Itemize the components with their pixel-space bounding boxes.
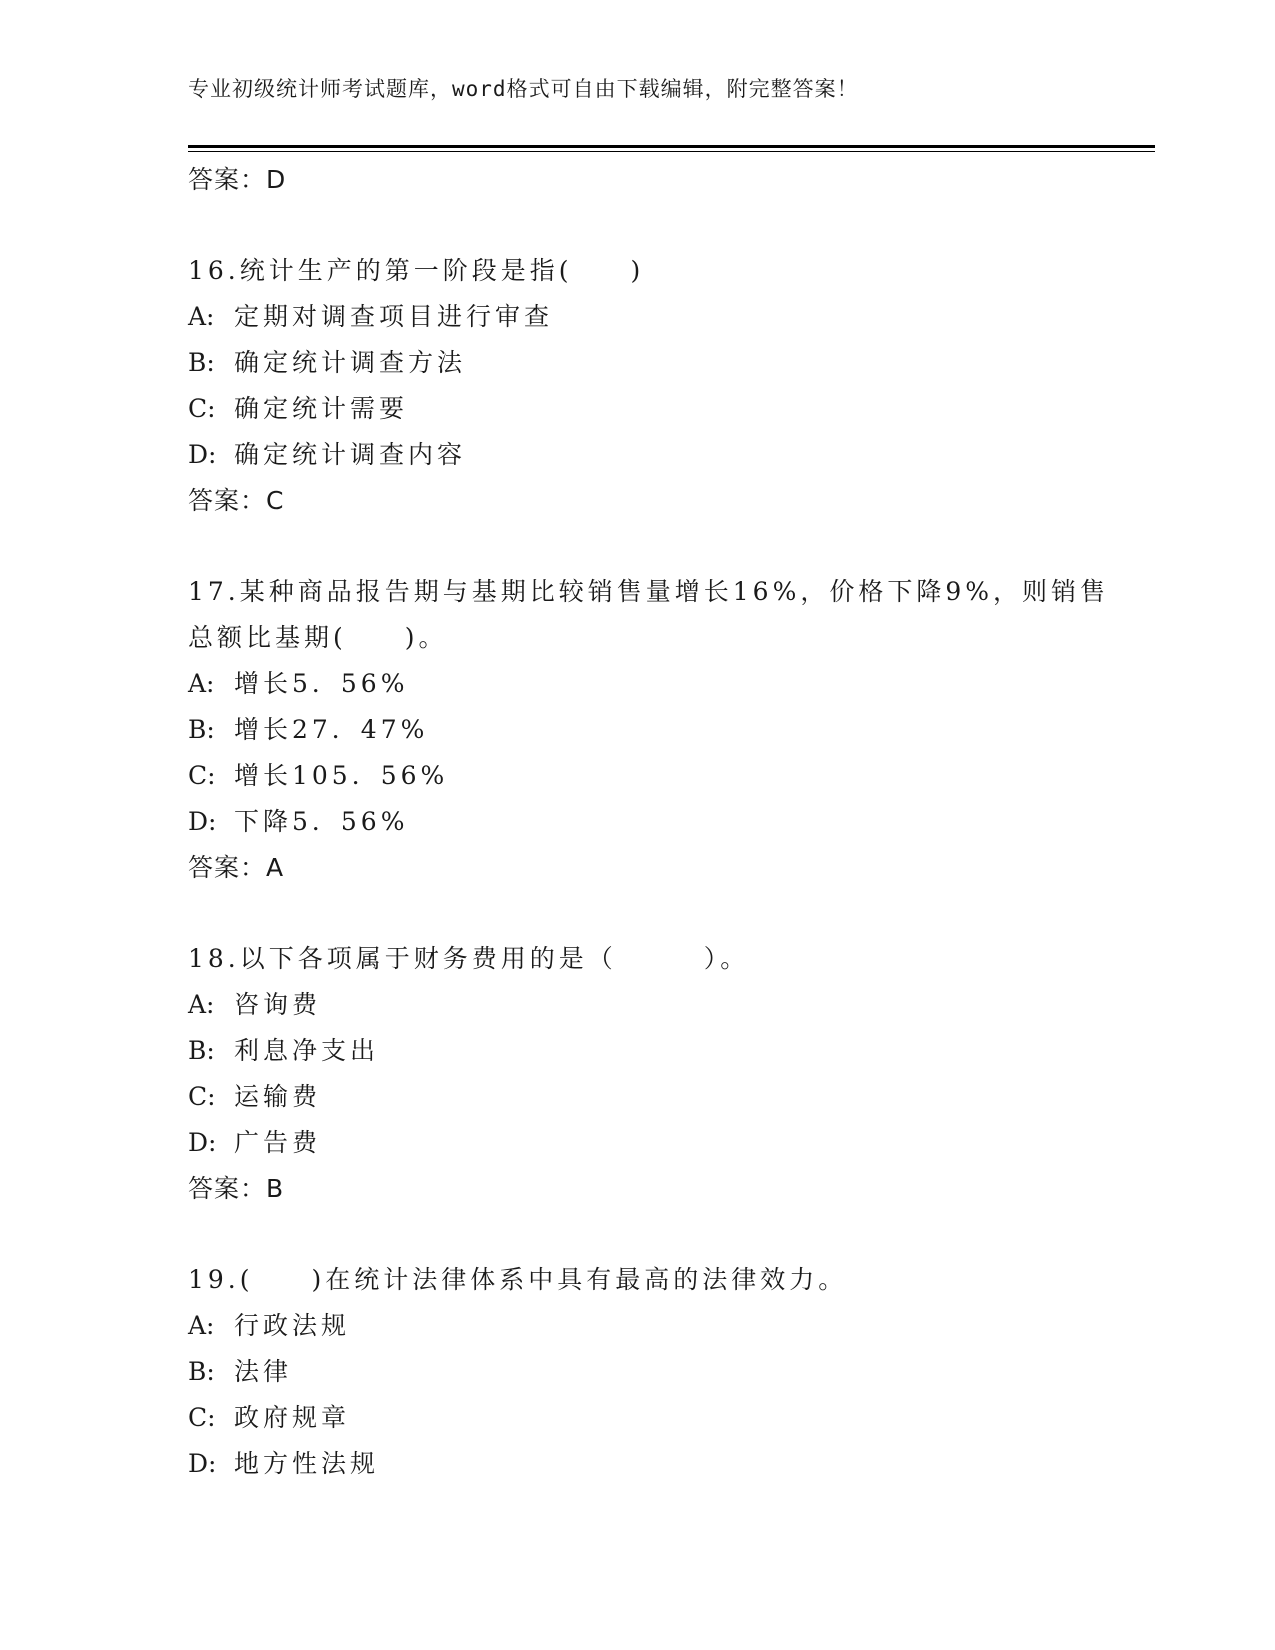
- option-text: 确定统计需要: [234, 394, 409, 423]
- spacer: [188, 203, 1088, 248]
- question-block: [188, 248, 1088, 524]
- page-header: 专业初级统计师考试题库，word格式可自由下载编辑，附完整答案！: [188, 77, 859, 101]
- question-stem: 19.( )在统计法律体系中具有最高的法律效力。: [188, 1265, 848, 1294]
- answer-option: [188, 707, 1088, 753]
- option-text: 行政法规: [234, 1311, 351, 1340]
- option-text: 广告费: [234, 1128, 322, 1157]
- answer-option: [188, 1441, 1088, 1487]
- answer-option: [188, 1074, 1088, 1120]
- answer-option: [188, 799, 1088, 845]
- option-text: 增长27．47%: [234, 715, 429, 744]
- option-text: 下降5．56%: [234, 807, 409, 836]
- question-stem: 18.以下各项属于财务费用的是（ ）。: [188, 944, 750, 973]
- answer-option: [188, 661, 1088, 707]
- option-text: 确定统计调查方法: [234, 348, 467, 377]
- answer-option: [188, 294, 1088, 340]
- answer-option: [188, 1120, 1088, 1166]
- option-label: C:: [188, 1082, 216, 1111]
- question-stem: 16.统计生产的第一阶段是指( ): [188, 256, 645, 285]
- option-label: B:: [188, 348, 215, 377]
- option-label: B:: [188, 715, 215, 744]
- question-stem: 17.某种商品报告期与基期比较销售量增长16%，价格下降9%，则销售: [188, 577, 1109, 606]
- option-text: 法律: [234, 1357, 293, 1386]
- question-stem: 总额比基期( )。: [188, 623, 448, 652]
- question-block: [188, 1257, 1088, 1487]
- answer-key: 答案：C: [188, 486, 285, 515]
- answer-option: [188, 1395, 1088, 1441]
- answer-option: [188, 982, 1088, 1028]
- option-text: 利息净支出: [234, 1036, 380, 1065]
- option-label: B:: [188, 1357, 215, 1386]
- option-text: 咨询费: [234, 990, 322, 1019]
- option-label: D:: [188, 807, 217, 836]
- option-label: A:: [188, 669, 215, 698]
- option-text: 确定统计调查内容: [234, 440, 467, 469]
- option-text: 政府规章: [234, 1403, 351, 1432]
- question-list: [188, 157, 1109, 1487]
- answer-option: [188, 753, 1088, 799]
- answer-option: [188, 1303, 1088, 1349]
- option-label: D:: [188, 440, 217, 469]
- questions-container: [188, 248, 1109, 1487]
- option-label: C:: [188, 394, 216, 423]
- option-text: 增长5．56%: [234, 669, 409, 698]
- answer-option: [188, 340, 1088, 386]
- answer-option: [188, 1028, 1088, 1074]
- option-label: B:: [188, 1036, 215, 1065]
- spacer: [188, 891, 1088, 936]
- question-block: [188, 936, 1088, 1212]
- option-label: D:: [188, 1449, 217, 1478]
- option-label: C:: [188, 761, 216, 790]
- option-label: C:: [188, 1403, 216, 1432]
- answer-key: 答案：A: [188, 853, 285, 882]
- option-label: A:: [188, 990, 215, 1019]
- previous-answer: 答案：D: [188, 165, 287, 194]
- question-block: [188, 569, 1109, 891]
- answer-option: [188, 386, 1088, 432]
- answer-option: [188, 1349, 1088, 1395]
- option-text: 地方性法规: [234, 1449, 380, 1478]
- option-label: D:: [188, 1128, 217, 1157]
- answer-option: [188, 432, 1088, 478]
- option-text: 定期对调查项目进行审查: [234, 302, 554, 331]
- option-text: 增长105．56%: [234, 761, 449, 790]
- spacer: [188, 1212, 1088, 1257]
- option-label: A:: [188, 1311, 215, 1340]
- answer-key: 答案：B: [188, 1174, 285, 1203]
- option-label: A:: [188, 302, 215, 331]
- option-text: 运输费: [234, 1082, 322, 1111]
- header-rule-thick: [188, 145, 1155, 148]
- header-rule-thin: [188, 151, 1155, 152]
- spacer: [188, 524, 1088, 569]
